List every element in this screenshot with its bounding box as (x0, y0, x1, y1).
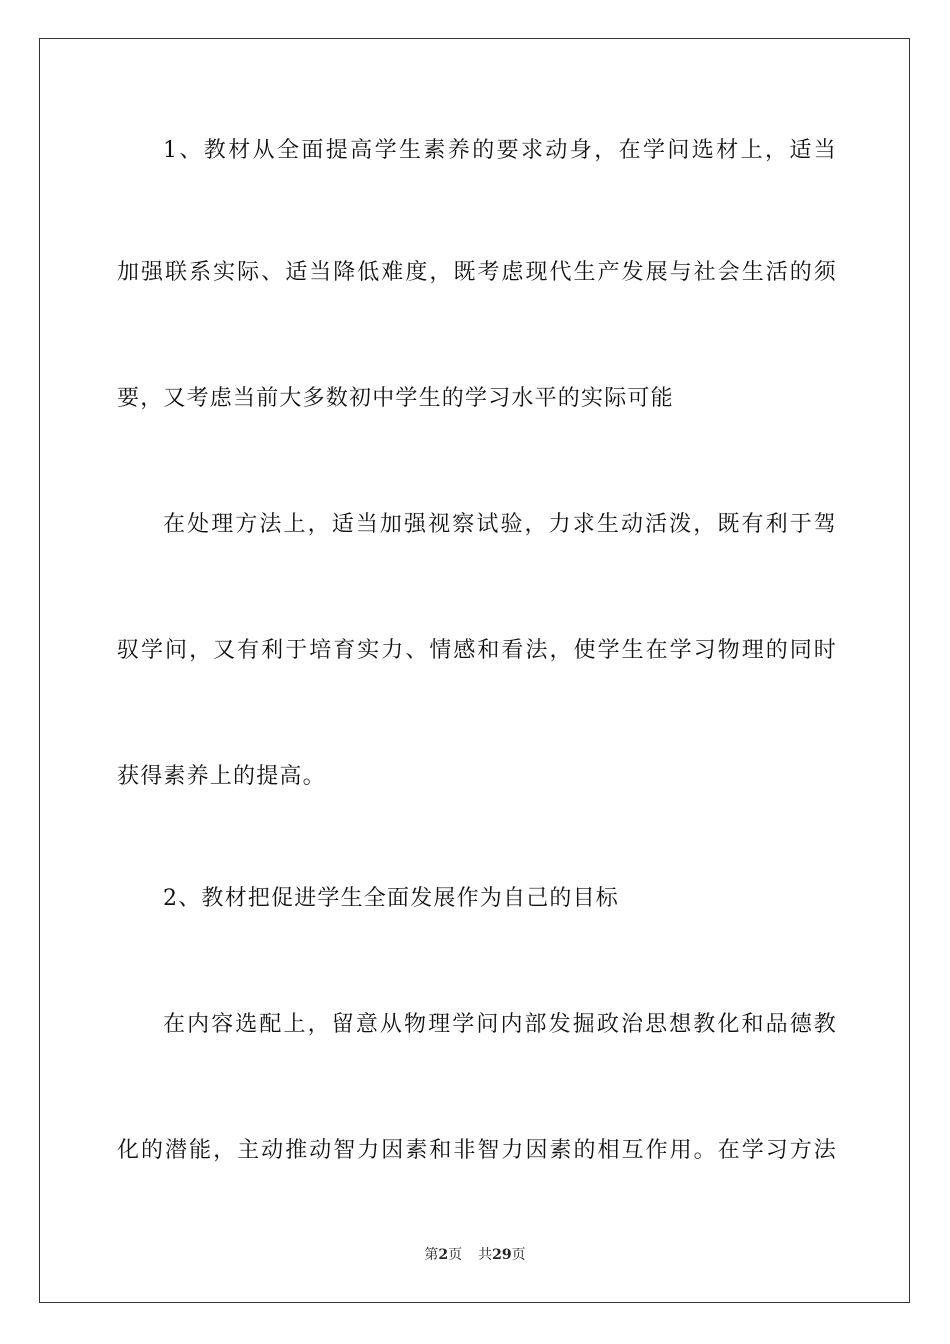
paragraph-line-4: 在处理方法上，适当加强视察试验，力求生动活泼，既有利于驾 (163, 512, 837, 537)
page-frame (39, 38, 910, 1303)
paragraph-line-8: 在内容选配上，留意从物理学问内部发掘政治思想教化和品德教 (163, 1012, 837, 1037)
paragraph-line-5: 驭学问，又有利于培育实力、情感和看法，使学生在学习物理的同时 (117, 638, 837, 663)
footer-total-pages: 29 (492, 1247, 512, 1263)
paragraph-line-2: 加强联系实际、适当降低难度，既考虑现代生产发展与社会生活的须 (117, 260, 837, 285)
paragraph-line-9: 化的潜能，主动推动智力因素和非智力因素的相互作用。在学习方法 (117, 1138, 837, 1163)
footer-page-prefix: 第 (424, 1247, 439, 1263)
paragraph-line-7: 2、教材把促进学生全面发展作为自己的目标 (163, 886, 619, 911)
footer-page-number: 2 (438, 1247, 449, 1263)
paragraph-line-6: 获得素养上的提高。 (117, 764, 326, 789)
paragraph-line-1: 1、教材从全面提高学生素养的要求动身，在学问选材上，适当 (163, 138, 837, 163)
footer-total-suffix: 页 (511, 1247, 526, 1263)
footer-page-suffix: 页 (448, 1247, 463, 1263)
footer-total-prefix: 共 (478, 1247, 493, 1263)
page-footer (0, 1245, 950, 1265)
paragraph-line-3: 要，又考虑当前大多数初中学生的学习水平的实际可能 (117, 386, 674, 411)
